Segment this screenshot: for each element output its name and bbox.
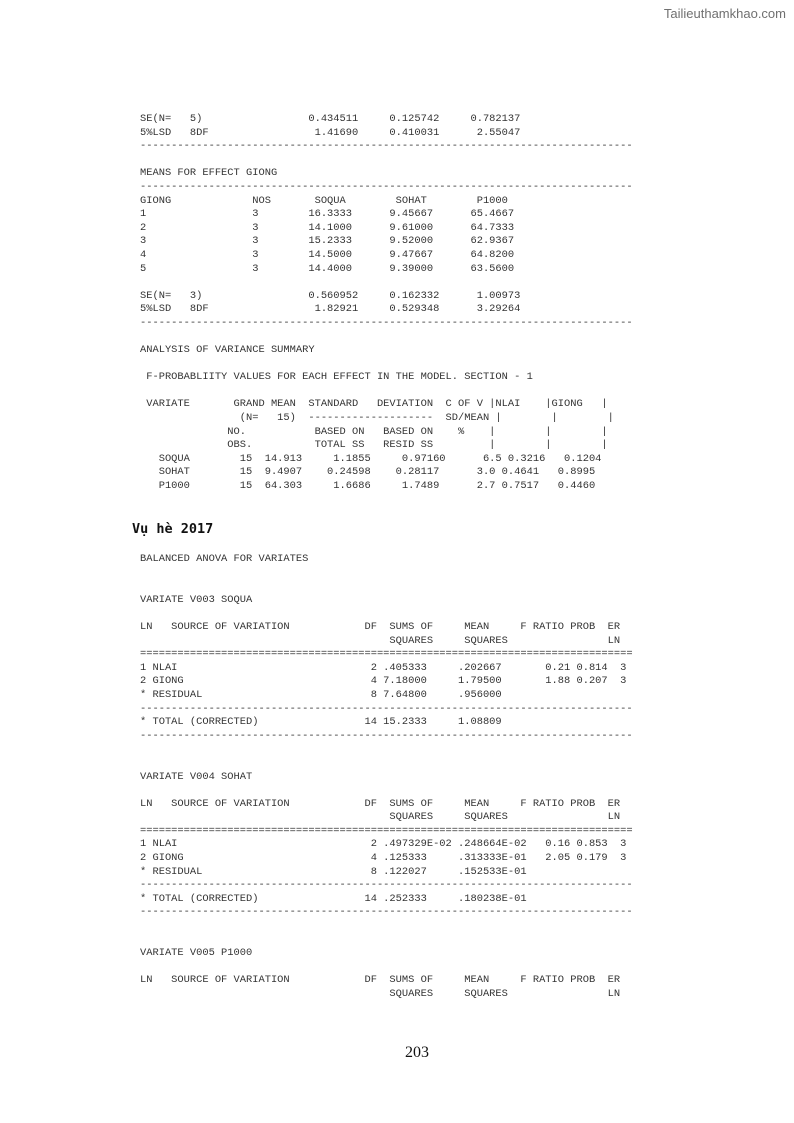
output-line: (N= 15) -------------------- SD/MEAN | | | — [140, 412, 614, 425]
output-line: 2 3 14.1000 9.61000 64.7333 — [140, 221, 515, 234]
anova-output-block-1 — [140, 113, 633, 494]
output-line: =============================================================================== — [140, 824, 633, 837]
output-line — [140, 580, 633, 594]
output-line: ------------------------------------------------------------------------------- — [140, 180, 633, 193]
output-line: SQUARES SQUARES LN — [140, 988, 621, 1000]
output-line — [140, 276, 633, 290]
output-line: VARIATE V005 P1000 — [140, 947, 253, 960]
output-line: SQUARES SQUARES LN — [140, 634, 621, 647]
output-line: ------------------------------------------------------------------------------- — [140, 879, 633, 892]
output-line — [140, 567, 633, 581]
output-line: * TOTAL (CORRECTED) 14 .252333 .180238E-01 — [140, 892, 527, 905]
anova-output-block-2 — [140, 553, 633, 1002]
output-line: ------------------------------------------------------------------------------- — [140, 702, 633, 715]
output-line: 5%LSD 8DF 1.41690 0.410031 2.55047 — [140, 126, 521, 139]
section-heading: Vụ hè 2017 — [132, 521, 214, 537]
watermark: Tailieuthamkhao.com — [663, 6, 786, 21]
output-line: 2 GIONG 4 7.18000 1.79500 1.88 0.207 3 — [140, 675, 627, 688]
output-line: ------------------------------------------------------------------------------- — [140, 729, 633, 742]
output-line — [140, 934, 633, 948]
output-line — [140, 385, 633, 399]
output-line: ------------------------------------------------------------------------------- — [140, 316, 633, 329]
output-line: LN SOURCE OF VARIATION DF SUMS OF MEAN F RATIO PROB ER — [140, 620, 621, 633]
output-line: * TOTAL (CORRECTED) 14 15.2333 1.08809 — [140, 716, 502, 729]
output-line: MEANS FOR EFFECT GIONG — [140, 167, 278, 180]
output-line — [140, 607, 633, 621]
output-line — [140, 784, 633, 798]
output-line — [140, 358, 633, 372]
output-line: 4 3 14.5000 9.47667 64.8200 — [140, 248, 515, 261]
output-line: 1 3 16.3333 9.45667 65.4667 — [140, 208, 515, 221]
output-line — [140, 757, 633, 771]
output-line: ------------------------------------------------------------------------------- — [140, 140, 633, 153]
output-line: P1000 15 64.303 1.6686 1.7489 2.7 0.7517 0.4460 — [140, 480, 596, 493]
output-line: VARIATE V003 SOQUA — [140, 593, 253, 606]
output-line — [140, 961, 633, 975]
output-line: SQUARES SQUARES LN — [140, 811, 621, 824]
output-line: 1 NLAI 2 .405333 .202667 0.21 0.814 3 — [140, 661, 627, 674]
output-line — [140, 331, 633, 345]
output-line: LN SOURCE OF VARIATION DF SUMS OF MEAN F RATIO PROB ER — [140, 974, 621, 987]
output-line: OBS. TOTAL SS RESID SS | | | — [140, 439, 608, 452]
output-line: ------------------------------------------------------------------------------- — [140, 906, 633, 919]
output-line: 1 NLAI 2 .497329E-02 .248664E-02 0.16 0.853 3 — [140, 838, 627, 851]
output-line: * RESIDUAL 8 .122027 .152533E-01 — [140, 865, 527, 878]
output-line: * RESIDUAL 8 7.64800 .956000 — [140, 688, 502, 701]
output-line: ANALYSIS OF VARIANCE SUMMARY — [140, 344, 315, 357]
output-line: 5 3 14.4000 9.39000 63.5600 — [140, 262, 515, 275]
page-number: 203 — [405, 1044, 429, 1061]
output-line: SOHAT 15 9.4907 0.24598 0.28117 3.0 0.4641 0.8995 — [140, 466, 596, 479]
output-line: 5%LSD 8DF 1.82921 0.529348 3.29264 — [140, 303, 521, 316]
output-line: LN SOURCE OF VARIATION DF SUMS OF MEAN F RATIO PROB ER — [140, 797, 621, 810]
output-line: F-PROBABLIITY VALUES FOR EACH EFFECT IN THE MODEL. SECTION - 1 — [140, 371, 533, 384]
output-line: NO. BASED ON BASED ON % | | | — [140, 425, 608, 438]
output-line: SE(N= 5) 0.434511 0.125742 0.782137 — [140, 113, 521, 125]
output-line: 2 GIONG 4 .125333 .313333E-01 2.05 0.179 3 — [140, 852, 627, 865]
output-line: =============================================================================== — [140, 648, 633, 661]
output-line — [140, 743, 633, 757]
output-line: SOQUA 15 14.913 1.1855 0.97160 6.5 0.3216 0.1204 — [140, 452, 602, 465]
output-line — [140, 920, 633, 934]
output-line: 3 3 15.2333 9.52000 62.9367 — [140, 235, 515, 248]
output-line — [140, 154, 633, 168]
output-line: GIONG NOS SOQUA SOHAT P1000 — [140, 194, 508, 207]
output-line: VARIATE GRAND MEAN STANDARD DEVIATION C OF V |NLAI |GIONG | — [140, 398, 608, 411]
output-line: VARIATE V004 SOHAT — [140, 770, 253, 783]
output-line: BALANCED ANOVA FOR VARIATES — [140, 553, 309, 565]
output-line: SE(N= 3) 0.560952 0.162332 1.00973 — [140, 289, 521, 302]
